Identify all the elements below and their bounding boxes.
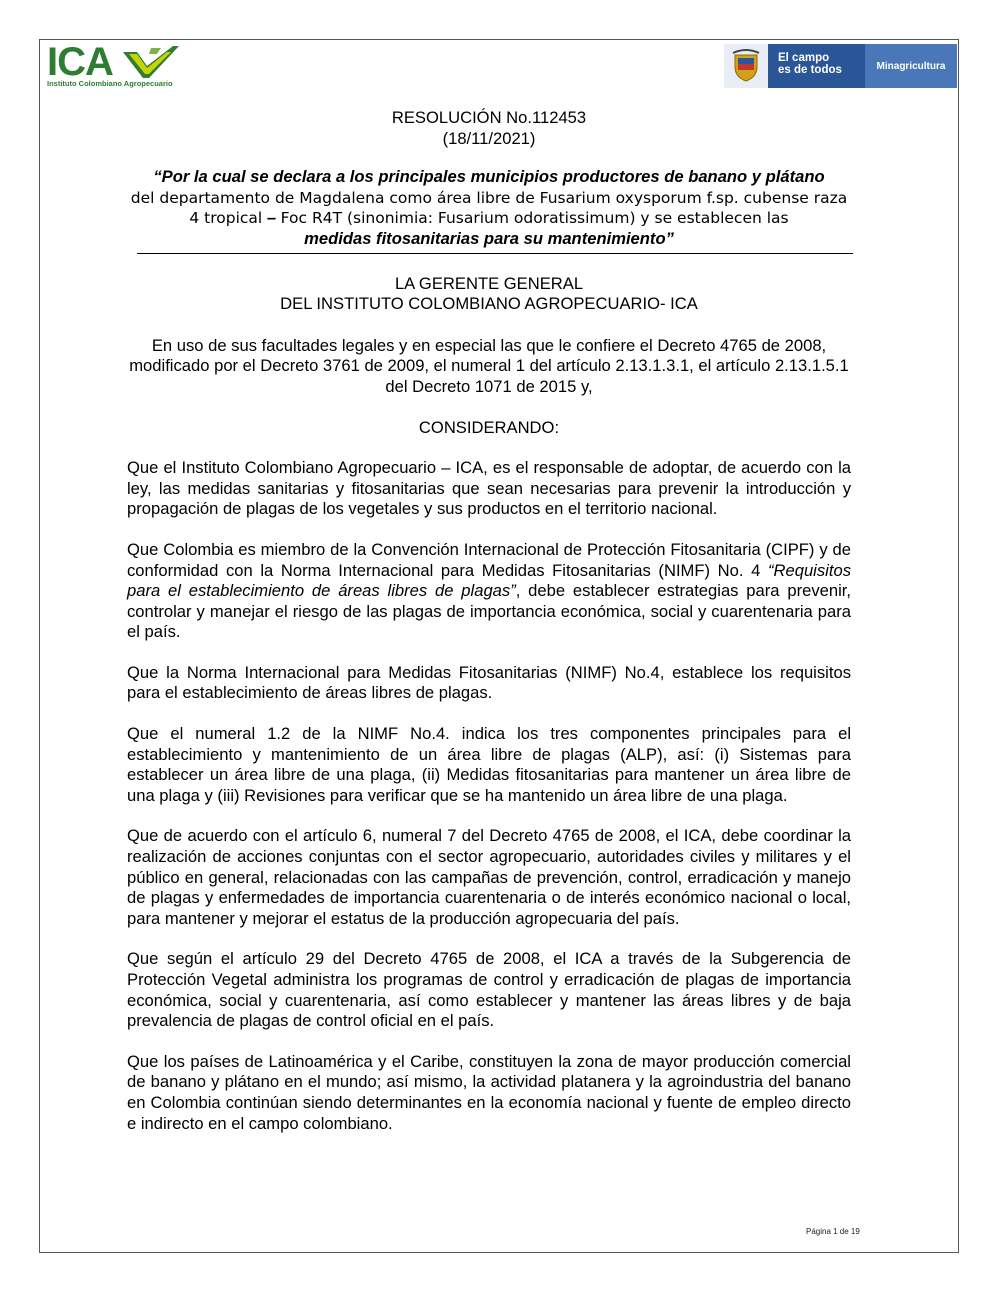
paragraph-2 [127, 540, 851, 643]
resolution-heading [127, 108, 851, 149]
authority-line-1: LA GERENTE GENERAL [394, 273, 584, 293]
paragraph-6: Que según el artículo 29 del Decreto 4765 de 2008, el ICA a través de la Subgerencia de Protección Vegetal administra los programas de control y erradicación de plagas de importancia económica, social y cuarentenaria, así como establecer y mantener las áreas libres y de baja prevalencia de plagas de control oficial en el país. [127, 949, 851, 1031]
paragraph-2-part-b: , debe establecer estrategias para prevenir, controlar y manejar el riesgo de las plagas de importancia económica, social y cuarentenaria para el país. [127, 581, 851, 642]
subject-middle [127, 188, 851, 229]
page-number: Página 1 de 19 [806, 1227, 860, 1236]
government-logo [724, 44, 957, 88]
resolution-subject [127, 167, 851, 249]
paragraph-4: Que el numeral 1.2 de la NIMF No.4. indica los tres componentes principales para el establecimiento y mantenimiento de un área libre de plagas (ALP), así: (i) Sistemas para establecer un área libre de una plaga, (ii) Medidas fitosanitarias para mantener un área libre de una plaga y (iii) Revisiones para verificar que se ha mantenido un área libre de una plaga. [127, 724, 851, 805]
legal-powers: En uso de sus facultades legales y en especial las que le confiere el Decreto 4765 de 2008, modificado por el Decreto 3761 de 2009, el numeral 1 del artículo 2.13.1.3.1, el artículo 2.13.1.5.1 del Decreto 1071 de 2015 y, [129, 335, 849, 396]
ica-subtitle: Instituto Colombiano Agropecuario [47, 79, 173, 88]
subject-dash: – [262, 208, 281, 228]
paragraph-3: Que la Norma Internacional para Medidas Fitosanitarias (NIMF) No.4, establece los requisitos para el establecimiento de áreas libres de plagas. [127, 662, 851, 703]
authority-line-2: DEL INSTITUTO COLOMBIANO AGROPECUARIO- ICA [280, 294, 698, 314]
coat-of-arms-icon [724, 44, 768, 88]
subject-underline [137, 253, 853, 254]
subject-line-1: “Por la cual se declara a los principales municipios productores de banano y plátano [153, 167, 825, 187]
subject-line-4: medidas fitosanitarias para su mantenimiento” [304, 228, 674, 248]
campo-de-todos-label [768, 44, 865, 88]
authority-heading [127, 274, 851, 315]
considering-heading: CONSIDERANDO: [418, 417, 560, 437]
paragraph-2-italic: “Requisitos para el establecimiento de áreas libres de plagas” [127, 560, 851, 601]
resolution-date: (18/11/2021) [442, 128, 536, 148]
ministry-label: Minagricultura [865, 44, 957, 88]
ica-logo [47, 42, 179, 90]
paragraph-1: Que el Instituto Colombiano Agropecuario – ICA, es el responsable de adoptar, de acuerdo con la ley, las medidas sanitarias y fitosanitarias que sean necesarias para prevenir la introducción y propagación de plagas de los vegetales y sus productos en el territorio nacional. [127, 458, 851, 519]
gov-line-2: es de todos [778, 64, 842, 76]
paragraph-2-part-a: Que Colombia es miembro de la Convención Internacional de Protección Fitosanitaria (CIPF) y de conformidad con la Norma Internacional para Medidas Fitosanitarias (NIMF) No. 4 [127, 539, 851, 580]
subject-line-3: Foc R4T (sinonimia: Fusarium odoratissimum) y se establecen las [280, 209, 789, 228]
resolution-number: RESOLUCIÓN No.112453 [391, 108, 587, 127]
document-body [127, 108, 851, 1134]
ica-check-icon [123, 44, 179, 80]
paragraph-7: Que los países de Latinoamérica y el Caribe, constituyen la zona de mayor producción comercial de banano y plátano en el mundo; así mismo, la actividad platanera y la agroindustria del banano en Colombia continúan siendo determinantes en la economía nacional y fuente de empleo directo e indirecto en el campo colombiano. [127, 1051, 851, 1133]
gov-line-1: El campo [778, 52, 830, 64]
paragraph-5: Que de acuerdo con el artículo 6, numeral 7 del Decreto 4765 de 2008, el ICA, debe coordinar la realización de acciones conjuntas con el sector agropecuario, autoridades civiles y militares y el público en general, relacionadas con las campañas de prevención, control, erradicación y manejo de plagas y enfermedades de importancia cuarentenaria o de interés económico nacional o local, para mantener y mejorar el estatus de la producción agropecuaria del país. [127, 826, 851, 928]
ica-wordmark: ICA [47, 40, 113, 84]
subject-line-2: del departamento de Magdalena como área libre de Fusarium oxysporum f.sp. cubense raza 4 tropical [130, 188, 848, 228]
